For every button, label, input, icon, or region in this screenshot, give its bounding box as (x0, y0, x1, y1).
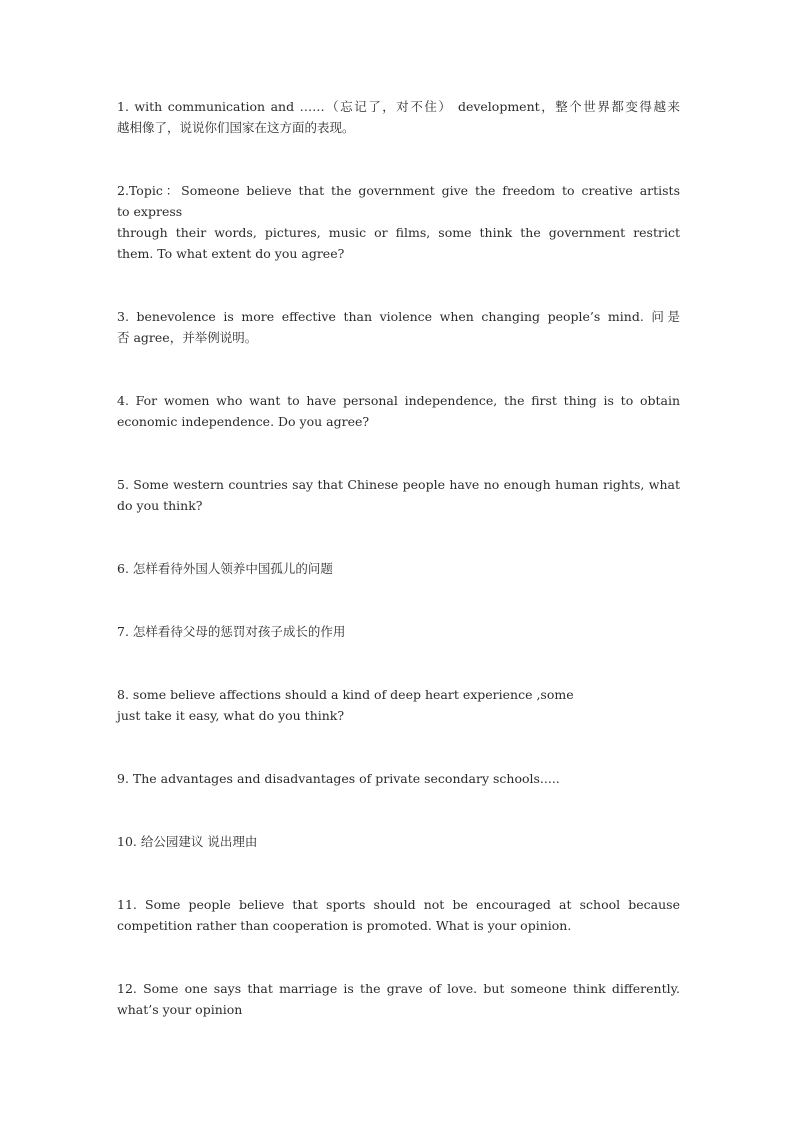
question-line: 12. Some one says that marriage is the grave of love. but someone think differently. (117, 981, 680, 996)
question-line: them. To what extent do you agree? (117, 246, 345, 261)
question-line: 越相像了，说说你们国家在这方面的表现。 (117, 120, 355, 135)
question-3 (117, 306, 680, 348)
question-line: to express (117, 204, 183, 219)
question-6 (117, 558, 680, 579)
question-line: 7. 怎样看待父母的惩罚对孩子成长的作用 (117, 624, 346, 639)
question-9 (117, 768, 680, 789)
question-line: 10. 给公园建议 说出理由 (117, 834, 258, 849)
question-line: just take it easy, what do you think? (117, 708, 345, 723)
question-8 (117, 684, 680, 726)
question-10 (117, 831, 680, 852)
question-1 (117, 96, 680, 138)
question-line: 3. benevolence is more effective than violence when changing people’s mind. 问是 (117, 309, 680, 324)
question-12 (117, 978, 680, 1020)
question-line: 1. with communication and ……（忘记了，对不住） development，整个世界都变得越来 (117, 99, 680, 114)
question-line: 9. The advantages and disadvantages of private secondary schools..... (117, 771, 560, 786)
question-line: economic independence. Do you agree? (117, 414, 370, 429)
question-line: competition rather than cooperation is promoted. What is your opinion. (117, 918, 572, 933)
question-line: 2.Topic：Someone believe that the government give the freedom to creative artists (117, 183, 680, 198)
question-line: what’s your opinion (117, 1002, 243, 1017)
question-line: do you think? (117, 498, 203, 513)
question-line: 11. Some people believe that sports should not be encouraged at school because (117, 897, 680, 912)
question-7 (117, 621, 680, 642)
question-line: 4. For women who want to have personal independence, the first thing is to obtain (117, 393, 680, 408)
question-4 (117, 390, 680, 432)
document-body (117, 96, 680, 1020)
question-5 (117, 474, 680, 516)
question-line: 5. Some western countries say that Chinese people have no enough human rights, what (117, 477, 680, 492)
question-line: 否 agree，并举例说明。 (117, 330, 258, 345)
question-line: through their words, pictures, music or films, some think the government restrict (117, 225, 680, 240)
question-line: 8. some believe affections should a kind of deep heart experience ,some (117, 687, 574, 702)
question-11 (117, 894, 680, 936)
question-line: 6. 怎样看待外国人领养中国孤儿的问题 (117, 561, 333, 576)
question-2 (117, 180, 680, 264)
